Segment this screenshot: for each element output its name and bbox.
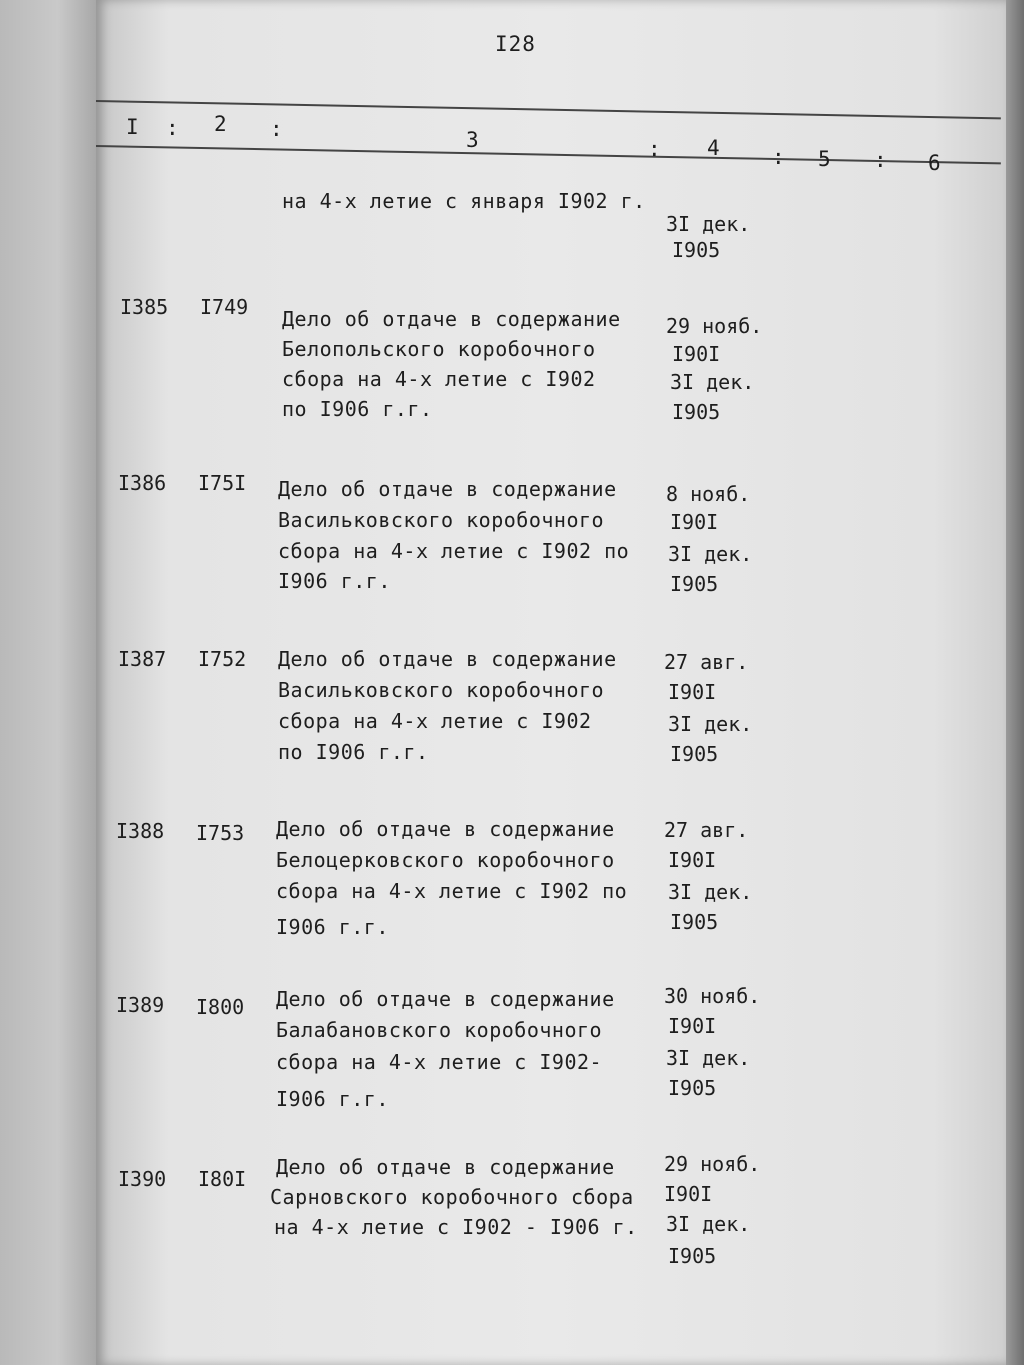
column-header-separator: : bbox=[874, 148, 887, 172]
entry-date-start-year: I90I bbox=[664, 1182, 713, 1206]
entry-date-start: 27 авг. bbox=[664, 818, 749, 842]
entry-date-end: 3I дек. bbox=[668, 542, 753, 566]
entry-date-end-year: I905 bbox=[670, 572, 719, 596]
entry-date-end: 3I дек. bbox=[668, 712, 753, 736]
page-number: I28 bbox=[495, 32, 536, 56]
entry-date-start: 30 нояб. bbox=[664, 984, 761, 1008]
entry-description-line: сбора на 4-х летие с I902 по bbox=[278, 539, 630, 563]
entry-date-start: 3I дек. bbox=[666, 212, 751, 236]
entry-date-end-year: I905 bbox=[672, 400, 721, 424]
entry-description-line: по I906 г.г. bbox=[278, 740, 429, 764]
entry-description-line: Дело об отдаче в содержание bbox=[276, 1155, 615, 1179]
entry-date-end: 3I дек. bbox=[668, 880, 753, 904]
entry-date-start: 29 нояб. bbox=[666, 314, 763, 338]
entry-description-line: Сарновского коробочного сбора bbox=[270, 1185, 634, 1209]
entry-date-end: 3I дек. bbox=[666, 1212, 751, 1236]
entry-description-line: Белопольского коробочного bbox=[282, 337, 596, 361]
entry-file-number: I75I bbox=[198, 471, 247, 495]
entry-date-start-year: I90I bbox=[668, 848, 717, 872]
entry-date-end-year: I905 bbox=[670, 742, 719, 766]
entry-file-number: I753 bbox=[196, 821, 245, 845]
entry-description-line: Дело об отдаче в содержание bbox=[276, 987, 615, 1011]
entry-number: I390 bbox=[118, 1167, 167, 1191]
entry-description-line: Дело об отдаче в содержание bbox=[282, 307, 621, 331]
entry-file-number: I80I bbox=[198, 1167, 247, 1191]
entry-date-end-year: I905 bbox=[668, 1076, 717, 1100]
entry-date-end-year: I905 bbox=[670, 910, 719, 934]
entry-number: I385 bbox=[120, 295, 169, 319]
entry-date-start: 8 нояб. bbox=[666, 482, 751, 506]
column-header-1: I bbox=[126, 115, 139, 139]
entry-description-line: на 4-х летие с I902 - I906 г. bbox=[274, 1215, 638, 1239]
entry-number: I389 bbox=[116, 993, 165, 1017]
entry-description-line: сбора на 4-х летие с I902 по bbox=[276, 879, 628, 903]
entry-file-number: I800 bbox=[196, 995, 245, 1019]
column-header-6: 6 bbox=[928, 151, 941, 175]
entry-description-line: Белоцерковского коробочного bbox=[276, 848, 615, 872]
column-header-separator: : bbox=[166, 116, 179, 140]
entry-description-line: по I906 г.г. bbox=[282, 397, 433, 421]
entry-date-end-year: I905 bbox=[668, 1244, 717, 1268]
entry-description-line: Дело об отдаче в содержание bbox=[278, 477, 617, 501]
column-header-4: 4 bbox=[707, 136, 720, 160]
column-header-3: 3 bbox=[466, 128, 479, 152]
entry-description-line: Дело об отдаче в содержание bbox=[276, 817, 615, 841]
entry-date-end: 3I дек. bbox=[670, 370, 755, 394]
column-header-separator: : bbox=[772, 145, 785, 169]
entry-date-start-year: I90I bbox=[670, 510, 719, 534]
entry-date-start-year: I905 bbox=[672, 238, 721, 262]
entry-description-line: Балабановского коробочного bbox=[276, 1018, 603, 1042]
entry-description-line: I906 г.г. bbox=[276, 915, 389, 939]
column-header-5: 5 bbox=[818, 147, 831, 171]
entry-description-line: Васильковского коробочного bbox=[278, 678, 605, 702]
column-header-separator: : bbox=[648, 137, 661, 161]
entry-date-start-year: I90I bbox=[668, 1014, 717, 1038]
entry-file-number: I749 bbox=[200, 295, 249, 319]
entry-description-line: сбора на 4-х летие с I902 bbox=[278, 709, 592, 733]
entry-description-line: на 4-х летие с января I902 г. bbox=[282, 189, 646, 213]
column-header-separator: : bbox=[270, 117, 283, 141]
column-header-2: 2 bbox=[214, 112, 227, 136]
entry-description-line: сбора на 4-х летие с I902 bbox=[282, 367, 596, 391]
entry-file-number: I752 bbox=[198, 647, 247, 671]
entry-number: I388 bbox=[116, 819, 165, 843]
entry-date-end: 3I дек. bbox=[666, 1046, 751, 1070]
entry-description-line: сбора на 4-х летие с I902- bbox=[276, 1050, 603, 1074]
entry-date-start-year: I90I bbox=[668, 680, 717, 704]
entry-description-line: I906 г.г. bbox=[278, 569, 391, 593]
entry-description-line: I906 г.г. bbox=[276, 1087, 389, 1111]
entry-number: I386 bbox=[118, 471, 167, 495]
entry-date-start-year: I90I bbox=[672, 342, 721, 366]
entry-description-line: Дело об отдаче в содержание bbox=[278, 647, 617, 671]
entry-number: I387 bbox=[118, 647, 167, 671]
entry-description-line: Васильковского коробочного bbox=[278, 508, 605, 532]
entry-date-start: 29 нояб. bbox=[664, 1152, 761, 1176]
entry-date-start: 27 авг. bbox=[664, 650, 749, 674]
